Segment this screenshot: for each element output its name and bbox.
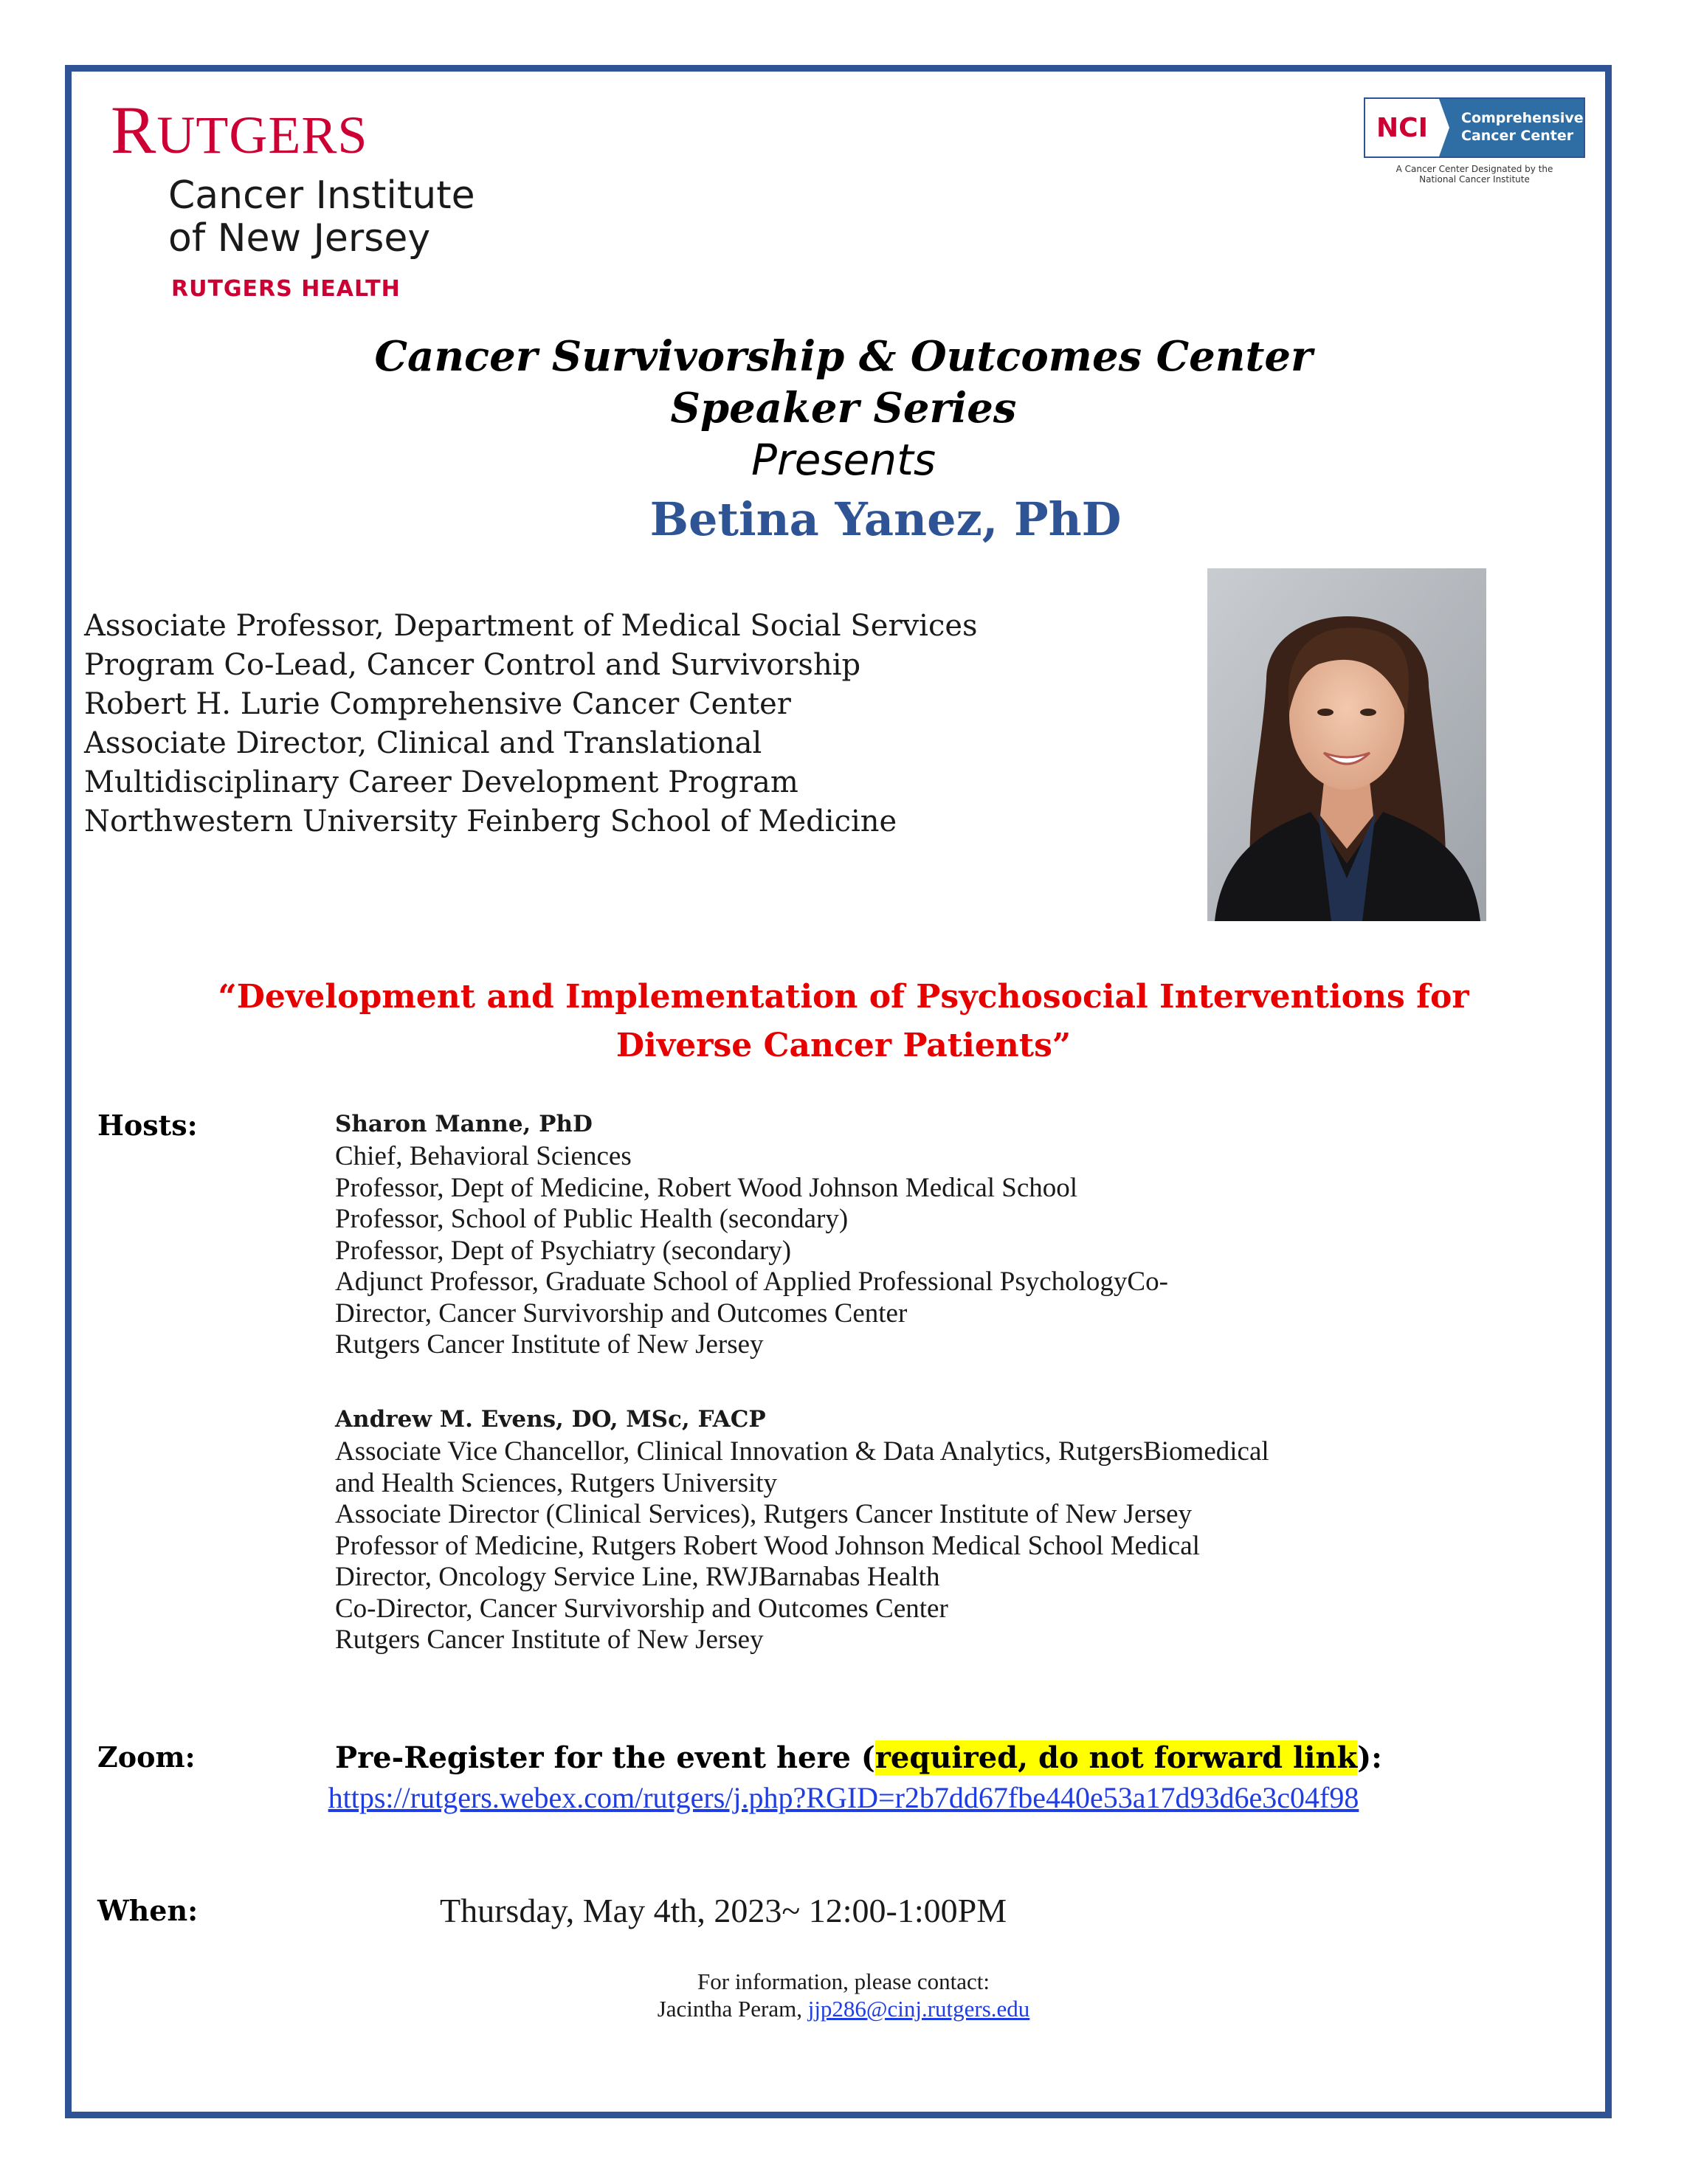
speaker-affiliation — [84, 607, 978, 841]
host1-line: Director, Cancer Survivorship and Outcomes Center — [335, 1298, 908, 1329]
host1-line: Professor, Dept of Medicine, Robert Wood Johnson Medical School — [335, 1172, 1078, 1203]
contact-line — [0, 1995, 1687, 2022]
nci-caption-line1: A Cancer Center Designated by the — [1396, 164, 1553, 174]
logo-institute-line1: Cancer Institute — [168, 173, 475, 218]
zoom-label: Zoom: — [97, 1740, 196, 1774]
host1-line: Professor, Dept of Psychiatry (secondary) — [335, 1235, 792, 1266]
talk-title-line2: Diverse Cancer Patients” — [615, 1027, 1072, 1064]
host2-line: Professor of Medicine, Rutgers Robert Wood Johnson Medical School Medical — [335, 1530, 1200, 1561]
registration-link[interactable]: https://rutgers.webex.com/rutgers/j.php?RGID=r2b7dd67fbe440e53a17d93d6e3c04f98 — [328, 1781, 1359, 1814]
host2-line: and Health Sciences, Rutgers University — [335, 1467, 778, 1498]
event-datetime: Thursday, May 4th, 2023~ 12:00-1:00PM — [440, 1892, 1007, 1929]
contact-info — [0, 1968, 1687, 2022]
preregister-highlight: required, do not forward link — [874, 1740, 1358, 1775]
talk-title-line1: “Development and Implementation of Psychosocial Interventions for — [218, 978, 1469, 1016]
host1-line: Chief, Behavioral Sciences — [335, 1141, 632, 1171]
affiliation-line: Associate Director, Clinical and Translational — [84, 726, 762, 760]
rutgers-cinj-logo — [111, 92, 494, 302]
rutgers-wordmark: RUTGERS — [111, 92, 368, 168]
host2-line: Co-Director, Cancer Survivorship and Outcomes Center — [335, 1593, 948, 1624]
speaker-photo — [1207, 568, 1486, 921]
presents-label: Presents — [751, 435, 936, 485]
host1-block — [335, 1107, 1168, 1361]
nci-badge — [1364, 97, 1585, 158]
contact-email-link[interactable]: jjp286@cinj.rutgers.edu — [807, 1996, 1030, 2022]
when-label: When: — [97, 1894, 199, 1927]
nci-badge-text — [1439, 99, 1584, 156]
host2-name: Andrew M. Evens, DO, MSc, FACP — [335, 1406, 766, 1433]
logo-rutgers-health: RUTGERS HEALTH — [171, 276, 401, 302]
logo-institute-line2: of New Jersey — [168, 216, 431, 261]
contact-name: Jacintha Peram, — [657, 1996, 808, 2022]
host2-block — [335, 1402, 1269, 1656]
speaker-name: Betina Yanez, PhD — [649, 492, 1122, 546]
host2-line: Rutgers Cancer Institute of New Jersey — [335, 1625, 764, 1655]
preregister-text-end: ): — [1357, 1740, 1382, 1775]
affiliation-line: Northwestern University Feinberg School of Medicine — [84, 805, 897, 838]
host1-line: Professor, School of Public Health (secondary) — [335, 1204, 849, 1234]
affiliation-line: Associate Professor, Department of Medical Social Services — [84, 609, 978, 643]
nci-logo — [1364, 97, 1585, 185]
affiliation-line: Robert H. Lurie Comprehensive Cancer Center — [84, 687, 791, 721]
hosts-label: Hosts: — [97, 1109, 198, 1142]
series-title-line2: Speaker Series — [670, 384, 1017, 433]
affiliation-line: Program Co-Lead, Cancer Control and Survivorship — [84, 648, 861, 682]
affiliation-line: Multidisciplinary Career Development Program — [84, 765, 798, 799]
preregister-line — [335, 1737, 1382, 1779]
host2-line: Director, Oncology Service Line, RWJBarnabas Health — [335, 1562, 940, 1592]
contact-prompt: For information, please contact: — [697, 1968, 990, 1994]
host2-line: Associate Director (Clinical Services), Rutgers Cancer Institute of New Jersey — [335, 1499, 1193, 1529]
preregister-text: Pre-Register for the event here ( — [335, 1740, 875, 1775]
nci-line2: Cancer Center — [1461, 128, 1574, 144]
nci-caption-line2: National Cancer Institute — [1419, 174, 1530, 185]
host1-name: Sharon Manne, PhD — [335, 1111, 593, 1137]
host2-line: Associate Vice Chancellor, Clinical Innovation & Data Analytics, RutgersBiomedical — [335, 1436, 1269, 1467]
host1-line: Rutgers Cancer Institute of New Jersey — [335, 1329, 764, 1360]
talk-title — [0, 973, 1687, 1070]
nci-line1: Comprehensive — [1461, 110, 1584, 126]
nci-caption — [1364, 164, 1585, 185]
nci-abbr: NCI — [1365, 99, 1439, 156]
series-title-line1: Cancer Survivorship & Outcomes Center — [374, 332, 1313, 381]
host1-line: Adjunct Professor, Graduate School of Applied Professional PsychologyCo- — [335, 1267, 1168, 1297]
